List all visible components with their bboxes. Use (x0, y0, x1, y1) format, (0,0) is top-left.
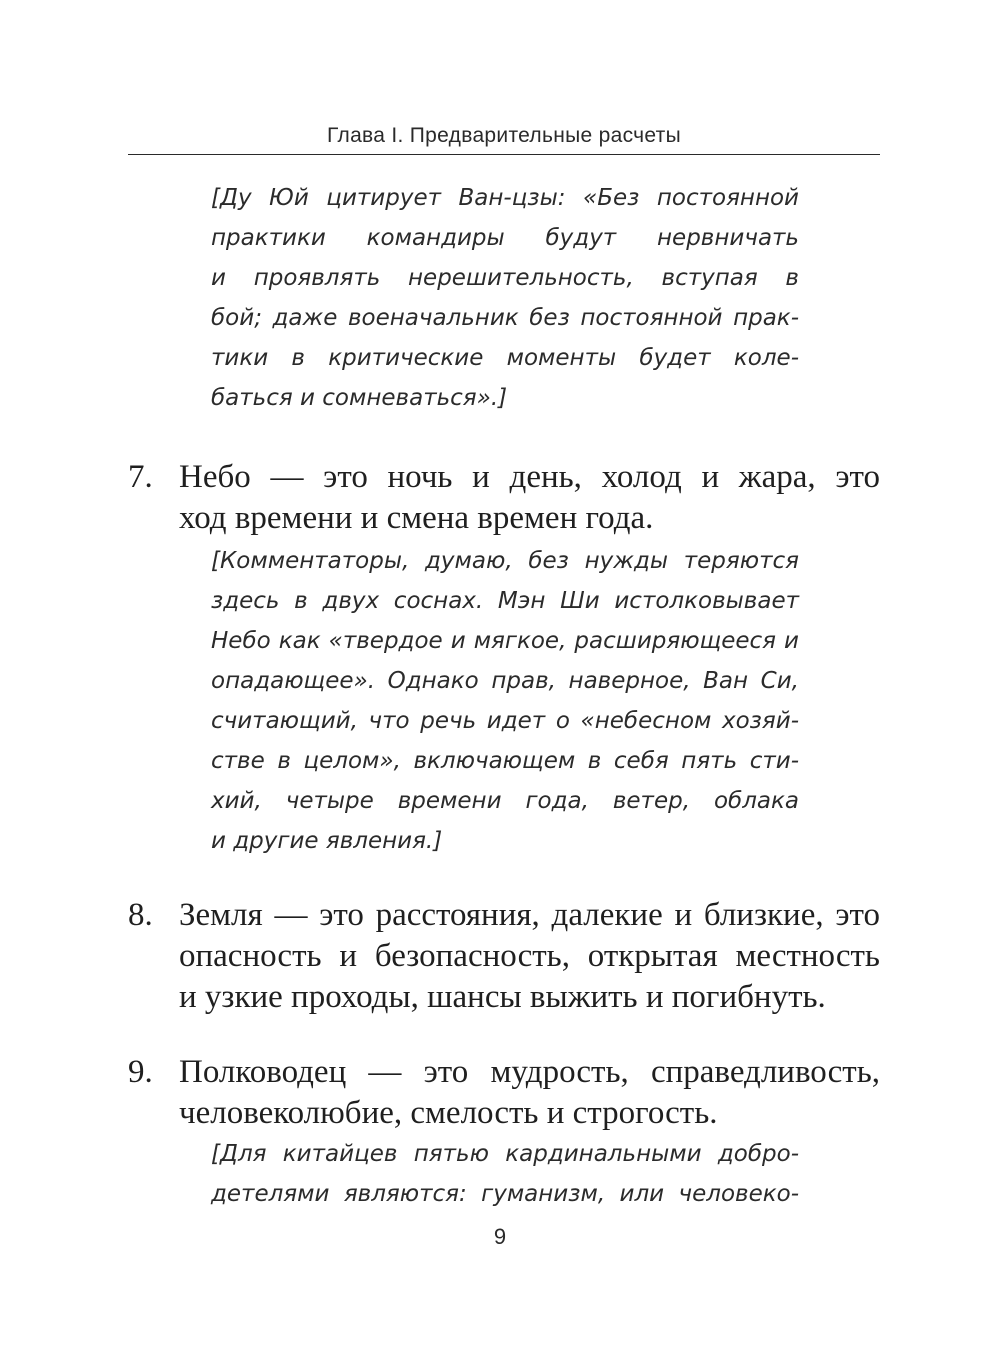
commentary-line: [Ду Юй цитирует Ван-цзы: «Без постоянной (211, 185, 799, 211)
paragraph-line: Земля — это расстояния, далекие и близкие, это (179, 897, 880, 933)
page-number: 9 (493, 1224, 507, 1249)
commentary-line: практики командиры будут нервничать (211, 225, 799, 251)
commentary-line: детелями являются: гуманизм, или человеко- (211, 1181, 799, 1207)
paragraph-body (179, 1052, 880, 1134)
commentary-line: опадающее». Однако прав, наверное, Ван Си, (211, 668, 799, 694)
commentary-line: хий, четыре времени года, ветер, облака (211, 788, 799, 814)
paragraph-body (179, 457, 880, 539)
commentary-line: бой; даже военачальник без постоянной прак- (211, 305, 799, 331)
paragraph-number: 7. (128, 459, 153, 495)
commentary-line: и другие явления.] (211, 828, 443, 854)
paragraph-line: и узкие проходы, шансы выжить и погибнуть. (179, 979, 826, 1015)
header-rule (128, 154, 880, 155)
commentary-line: Небо как «твердое и мягкое, расширяющееся и (211, 628, 799, 654)
paragraph-body (179, 895, 880, 1018)
commentary-line: стве в целом», включающем в себя пять сти- (211, 748, 799, 774)
commentary-line: [Для китайцев пятью кардинальными добро- (211, 1141, 799, 1167)
paragraph-number: 8. (128, 897, 153, 933)
paragraph-line: Небо — это ночь и день, холод и жара, это (179, 459, 880, 495)
commentary-line: [Комментаторы, думаю, без нужды теряются (211, 548, 799, 574)
commentary-block-7 (211, 541, 799, 861)
commentary-line: баться и сомневаться».] (211, 385, 508, 411)
commentary-block-9 (211, 1134, 799, 1214)
commentary-line: тики в критические моменты будет коле- (211, 345, 799, 371)
paragraph-line: человеколюбие, смелость и строгость. (179, 1095, 718, 1131)
commentary-line: здесь в двух соснах. Мэн Ши истолковывает (211, 588, 799, 614)
paragraph-line: ход времени и смена времен года. (179, 500, 654, 536)
commentary-line: и проявлять нерешительность, вступая в (211, 265, 799, 291)
paragraph-line: Полководец — это мудрость, справедливость, (179, 1054, 880, 1090)
paragraph-line: опасность и безопасность, открытая местность (179, 938, 880, 974)
paragraph-number: 9. (128, 1054, 153, 1090)
commentary-line: считающий, что речь идет о «небесном хозяй- (211, 708, 799, 734)
commentary-block-6 (211, 178, 799, 418)
running-head: Глава I. Предварительные расчеты (327, 124, 681, 147)
